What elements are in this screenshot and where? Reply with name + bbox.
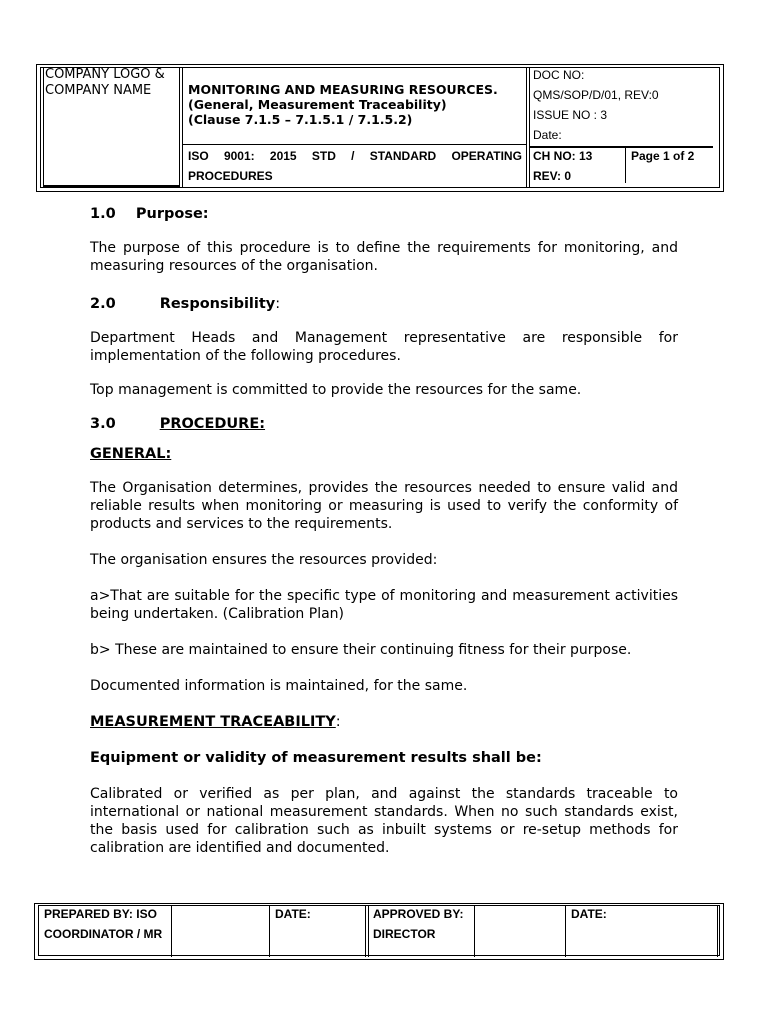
title-line: (General, Measurement Traceability) [188, 97, 447, 112]
standard-word: 2015 [269, 149, 297, 163]
documented-info-text: Documented information is maintained, for the same. [90, 678, 468, 694]
company-logo-placeholder [45, 67, 179, 99]
responsibility-text: Department Heads and Management representative are responsible for implementation of the following procedures. [90, 330, 678, 364]
equipment-text: Calibrated or verified as per plan, and against the standards traceable to international or national measurement standards. When no such standards exist, the basis used for calibration such as inbuilt systems or re-setup methods for calibration are identified and documented. [90, 786, 678, 856]
title-line: MONITORING AND MEASURING RESOURCES. [188, 82, 498, 97]
date-label: Date: [533, 128, 562, 142]
management-commitment-text: Top management is committed to provide the resources for the same. [90, 382, 582, 398]
approved-date-label: DATE: [571, 907, 607, 921]
purpose-heading [90, 205, 678, 223]
document-body [90, 205, 678, 857]
standard-word: STD [311, 149, 336, 163]
section-title: MEASUREMENT TRACEABILITY [90, 714, 336, 730]
footer-divider [565, 905, 566, 957]
approved-by-role: DIRECTOR [373, 927, 436, 941]
chapter-number: CH NO: 13 [533, 149, 593, 163]
section-title: Responsibility [159, 296, 276, 312]
header-divider [179, 67, 180, 188]
footer-divider [171, 905, 172, 957]
general-text: The Organisation determines, provides the resources needed to ensure valid and reliable results when monitoring or measuring is used to verify the conformity of products and services to the requirements. [90, 480, 678, 532]
header-divider [182, 144, 526, 145]
prepared-date-label: DATE: [275, 907, 311, 921]
document-title [188, 82, 524, 127]
approved-by-label: APPROVED BY: [373, 907, 464, 921]
footer-divider [269, 905, 270, 957]
prepared-by-label: PREPARED BY: ISO [44, 907, 157, 921]
section-colon: : [275, 296, 281, 312]
section-title: PROCEDURE: [159, 416, 266, 432]
standard-word: OPERATING [451, 149, 522, 163]
approved-by [373, 904, 473, 944]
document-header-table [36, 64, 724, 192]
purpose-text: The purpose of this procedure is to define the requirements for monitoring, and measuring resources of the organisation. [90, 240, 678, 274]
procedure-heading [90, 415, 678, 433]
doc-info [533, 65, 713, 145]
standard-word: ISO [188, 149, 209, 163]
prepared-by [44, 904, 170, 944]
resources-intro-text: The organisation ensures the resources provided: [90, 552, 438, 568]
page-number: Page 1 of 2 [631, 149, 695, 163]
section-number: 2.0 [90, 296, 116, 312]
footer-divider [474, 905, 475, 957]
standard-line [188, 146, 522, 166]
responsibility-heading [90, 295, 678, 313]
header-divider [43, 67, 44, 188]
section-colon: : [335, 714, 341, 730]
standard-reference [188, 146, 522, 186]
header-divider [625, 147, 626, 183]
header-divider [43, 185, 179, 187]
standard-word: STANDARD [369, 149, 437, 163]
revision: REV: 0 [533, 169, 572, 183]
list-item-a: a>That are suitable for the specific type of monitoring and measurement activities being undertaken. (Calibration Plan) [90, 588, 678, 622]
standard-word: / [351, 149, 355, 163]
doc-no-value: QMS/SOP/D/01, REV:0 [533, 88, 659, 102]
doc-no-label: DOC NO: [533, 68, 585, 82]
footer-divider [368, 905, 369, 957]
footer-divider [717, 905, 718, 957]
header-divider [526, 67, 527, 188]
traceability-heading [90, 713, 678, 731]
section-number: 3.0 [90, 416, 116, 432]
approval-footer-table [34, 903, 724, 960]
company-name: COMPANY NAME [45, 83, 152, 98]
footer-divider [365, 905, 366, 957]
list-item-b: b> These are maintained to ensure their continuing fitness for their purpose. [90, 642, 632, 658]
logo-line: COMPANY LOGO & [45, 67, 165, 82]
issue-no: ISSUE NO : 3 [533, 108, 608, 122]
title-line: (Clause 7.1.5 – 7.1.5.1 / 7.1.5.2) [188, 112, 413, 127]
standard-word: 9001: [223, 149, 255, 163]
header-divider [529, 67, 530, 188]
prepared-by-role: COORDINATOR / MR [44, 927, 163, 941]
general-heading: GENERAL: [90, 446, 172, 462]
header-divider [182, 67, 183, 188]
equipment-heading: Equipment or validity of measurement results shall be: [90, 750, 542, 766]
standard-line: PROCEDURES [188, 169, 273, 183]
chapter-info [533, 146, 623, 186]
purpose-heading-text: 1.0 Purpose: [90, 206, 209, 222]
